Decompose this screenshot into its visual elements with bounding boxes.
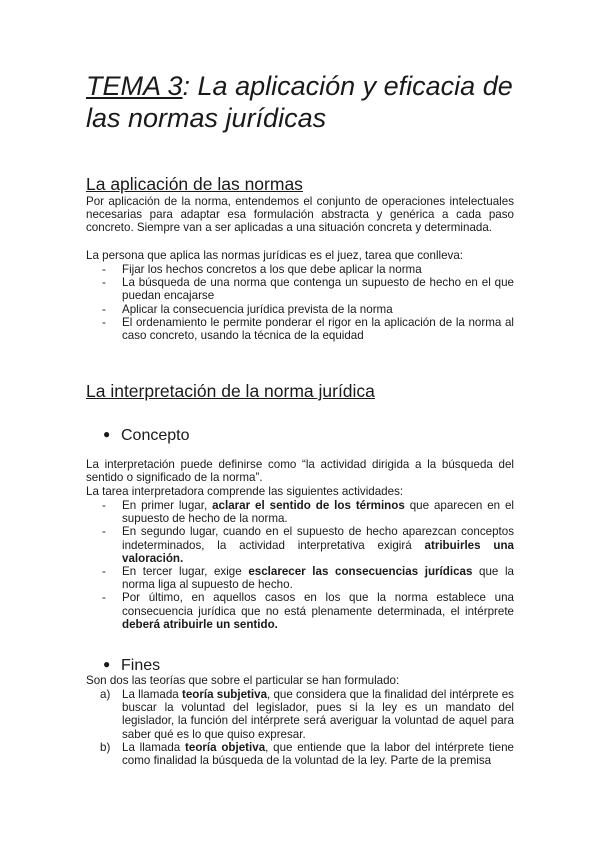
dash-marker: - — [102, 302, 106, 316]
dash-marker: - — [102, 315, 106, 329]
paragraph-interpretacion-def: La interpretación puede definirse como “la actividad dirigida a la búsqueda del sentido o significado de la norma”. — [86, 458, 514, 485]
list-item: b) La llamada teoría objetiva, que entiende que la labor del intérprete tiene como finalidad la búsqueda de la voluntad de la ley. Parte de la premisa — [100, 740, 514, 768]
list-item: - La búsqueda de una norma que contenga un supuesto de hecho en el que puedan encajarse — [102, 276, 514, 303]
list-item: - En segundo lugar, cuando en el supuesto de hecho aparezcan conceptos indeterminados, la actividad interpretativa exigirá atribuirles una valoración. — [102, 525, 514, 565]
list-item: - En tercer lugar, exige esclarecer las consecuencias jurídicas que la norma liga al supuesto de hecho. — [102, 565, 515, 592]
bullet-dot-icon: ● — [103, 427, 111, 441]
dash-marker: - — [102, 525, 106, 539]
subheading-concepto: ● Concepto — [103, 424, 190, 446]
list-item: a) La llamada teoría subjetiva, que considera que la finalidad del intérprete es buscar la voluntad del legislador, pues si la ley es un mandato del legislador, la función del intérprete será averiguar la voluntad de aquel para saber qué es lo que quiso expresar. — [100, 688, 514, 741]
dash-marker: - — [102, 499, 106, 512]
list-actividades — [86, 499, 514, 631]
bullet-dot-icon: ● — [103, 657, 111, 671]
paragraph-tarea: La tarea interpretadora comprende las siguientes actividades: — [86, 485, 404, 498]
list-item: - Fijar los hechos concretos a los que debe aplicar la norma — [102, 263, 422, 276]
list-item: - Aplicar la consecuencia jurídica prevista de la norma — [102, 302, 393, 316]
paragraph-juez: La persona que aplica las normas jurídicas es el juez, tarea que conlleva: — [86, 249, 464, 262]
list-item: - Por último, en aquellos casos en los que la norma establece una consecuencia jurídica que no está plenamente determinada, el intérprete deberá atribuirle un sentido. — [102, 591, 514, 631]
list-teorias — [86, 688, 514, 767]
paragraph-aplicacion-def: Por aplicación de la norma, entendemos el conjunto de operaciones intelectuales necesarias para adaptar esa formulación abstracta y genérica a cada paso concreto. Siempre van a ser aplicadas a una situación concreta y determinada. — [86, 195, 514, 235]
list-tareas-juez — [86, 263, 514, 342]
section-heading-interpretacion: La interpretación de la norma jurídica — [86, 381, 375, 401]
list-item: - El ordenamiento le permite ponderar el rigor en la aplicación de la norma al caso concreto, usando la técnica de la equidad — [102, 315, 514, 343]
dash-marker: - — [102, 591, 106, 605]
dash-marker: - — [102, 565, 106, 579]
page-title — [86, 70, 516, 134]
list-marker: b) — [100, 740, 111, 754]
list-marker: a) — [100, 688, 111, 701]
dash-marker: - — [102, 263, 106, 276]
list-item: - En primer lugar, aclarar el sentido de los términos que aparecen en el supuesto de hecho de la norma. — [102, 499, 515, 526]
dash-marker: - — [102, 276, 106, 290]
subheading-fines: ● Fines — [103, 654, 160, 676]
title-rest: : La aplicación y eficacia de las normas jurídicas — [86, 71, 513, 133]
title-tema: TEMA 3 — [86, 71, 183, 101]
paragraph-teorias: Son dos las teorías que sobre el particular se han formulado: — [86, 674, 400, 687]
section-heading-aplicacion: La aplicación de las normas — [86, 174, 303, 194]
